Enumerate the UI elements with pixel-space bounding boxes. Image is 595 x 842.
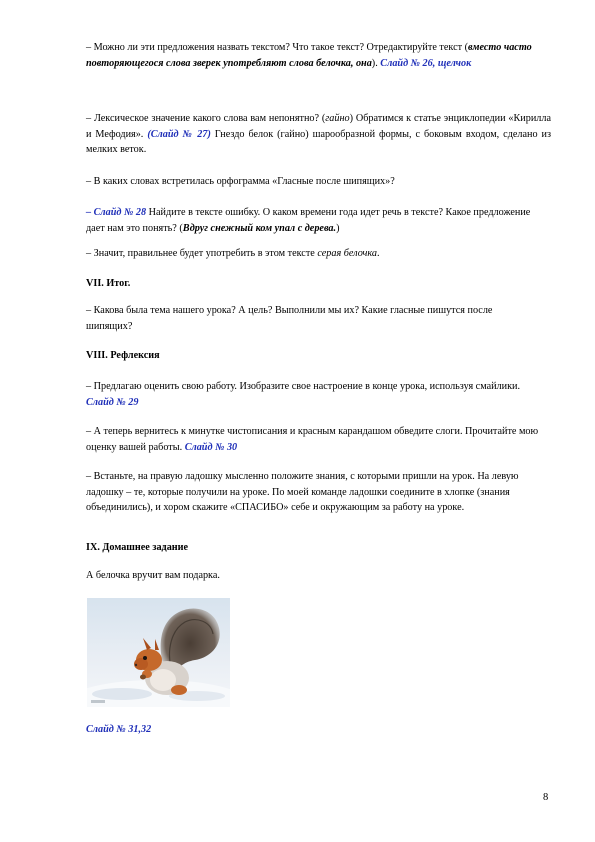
paragraph-correct-usage: – Значит, правильнее будет употребить в этом тексте серая белочка. (86, 248, 380, 259)
squirrel-photo (87, 598, 230, 707)
paragraph-gift: А белочка вручит вам подарка. (86, 570, 220, 581)
paragraph-lexical-meaning: – Лексическое значение какого слова вам непонятно? (гайно) Обратимся к статье энциклопедии «Кирилла и Мефодия». (Слайд № 27) Гнездо белок (гайно) шарообразной формы, с боковым входом, сделано из мелких веток. (86, 113, 551, 155)
paragraph-self-assessment: – Предлагаю оценить свою работу. Изобразите свое настроение в конце урока, используя смайлики. Слайд № 29 (86, 381, 521, 408)
slide-reference-final: Слайд № 31,32 (86, 724, 152, 735)
paragraph-handwriting: – А теперь вернитесь к минутке чистописания и красным карандашом обведите слоги. Прочитайте мою оценку вашей работы. Слайд № 30 (86, 426, 539, 453)
slide-reference: Слайд № 26, щелчок (380, 57, 472, 69)
slide-reference: Слайд № 30 (184, 441, 238, 453)
paragraph-orthogram: – В каких словах встретилась орфограмма «Гласные после шипящих»? (86, 176, 395, 187)
slide-reference: Слайд № 29 (86, 396, 139, 408)
paragraph-lesson-questions: – Какова была тема нашего урока? А цель? Выполнили мы их? Какие гласные пишутся после шипящих? (86, 305, 493, 332)
section-heading-reflection: VIII. Рефлексия (86, 350, 160, 361)
slide-reference: – Слайд № 28 (86, 207, 147, 218)
paragraph-find-error: – Слайд № 28 Найдите в тексте ошибку. О каком времени года идет речь в тексте? Какое предложение дает нам это понять? (Вдруг снежный ком упал с дерева.) (86, 207, 531, 234)
slide-reference: Слайд № 27 (150, 128, 208, 140)
paragraph-palms-exercise: – Встаньте, на правую ладошку мысленно положите знания, с которыми пришли на урок. На левую ладошку – те, которые получили на уроке. По моей команде ладошки соедините в хлопке (знания объединились), и хором скажите «СПАСИБО» себе и окружающим за работу на уроке. (86, 471, 519, 513)
section-heading-homework: IX. Домашнее задание (86, 542, 189, 553)
paragraph-edit-text: – Можно ли эти предложения назвать текстом? Что такое текст? Отредактируйте текст (вместо часто повторяющегося слова зверек употребляют слова белочка, она). Слайд № 26, щелчок (86, 42, 532, 69)
section-heading-summary: VII. Итог. (86, 278, 131, 289)
page-number: 8 (543, 792, 549, 803)
